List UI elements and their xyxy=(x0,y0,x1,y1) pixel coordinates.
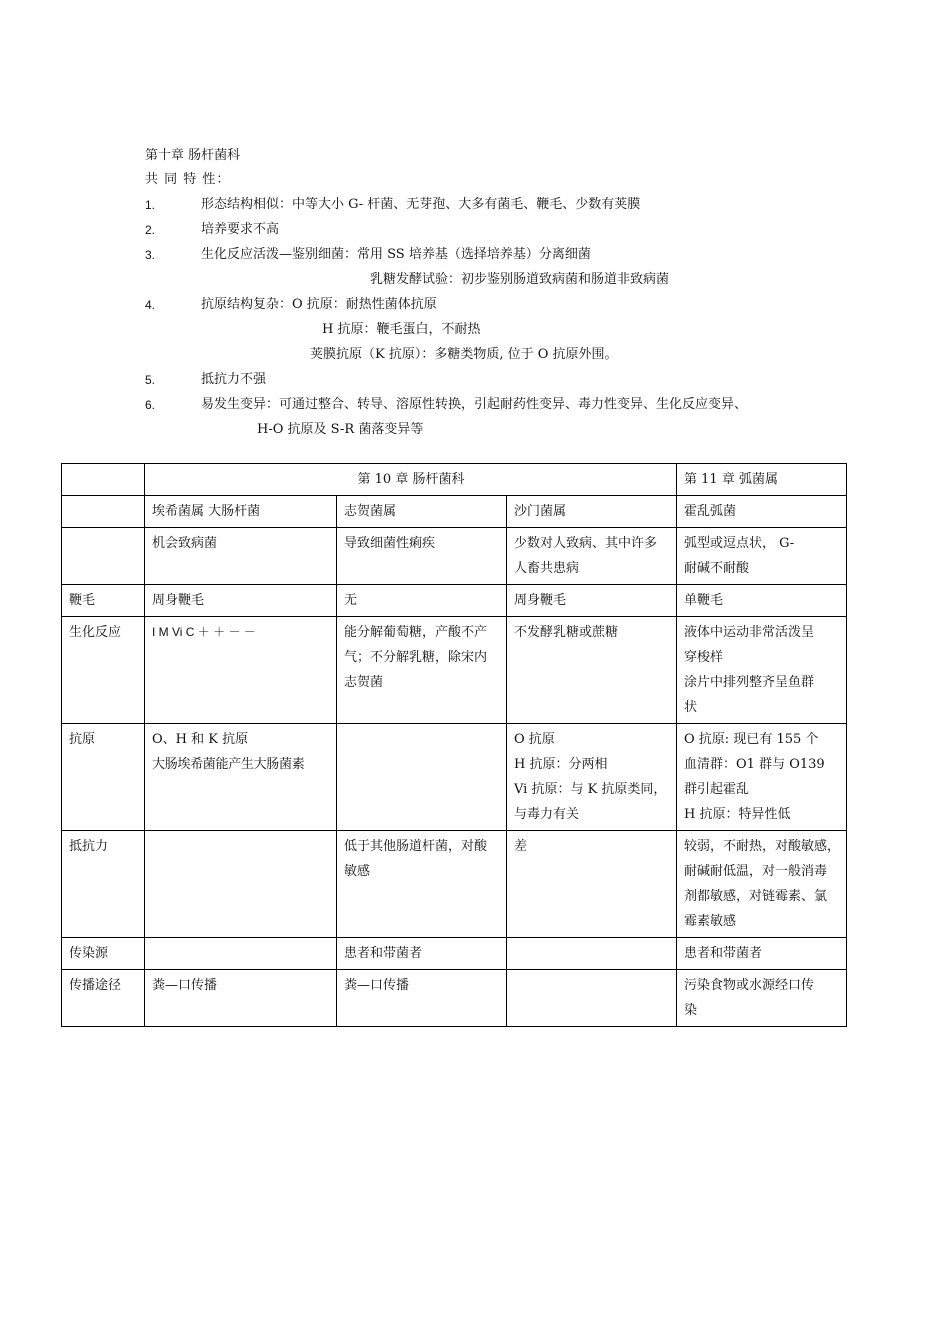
table-cell xyxy=(145,938,337,970)
table-cell: 机会致病菌 xyxy=(145,528,337,585)
list-item-text: 易发生变异：可通过整合、转导、溶原性转换，引起耐药性变异、毒力性变异、生化反应变异、 xyxy=(201,397,748,412)
table-cell: 周身鞭毛 xyxy=(145,585,337,617)
table-cell: 周身鞭毛 xyxy=(507,585,677,617)
list-number: 3. xyxy=(145,248,156,262)
table-cell: 能分解葡萄糖，产酸不产 气；不分解乳糖，除宋内 志贺菌 xyxy=(337,617,507,724)
genus-cell: 志贺菌属 xyxy=(337,496,507,528)
row-label xyxy=(62,528,145,585)
table-row xyxy=(62,617,847,724)
table-row xyxy=(62,831,847,938)
row-label: 抵抗力 xyxy=(62,831,145,938)
page-title: 第十章 肠杆菌科 xyxy=(145,148,241,163)
table-cell: 患者和带菌者 xyxy=(677,938,847,970)
table-cell: 较弱，不耐热，对酸敏感， 耐碱耐低温，对一般消毒 剂都敏感，对链霉素、氯 霉素敏感 xyxy=(677,831,847,938)
table-cell: I M Vi C ＋ ＋ － － xyxy=(145,617,337,724)
list-item-continuation: H 抗原：鞭毛蛋白，不耐热 xyxy=(322,322,481,337)
row-label: 鞭毛 xyxy=(62,585,145,617)
table-cell: 污染食物或水源经口传 染 xyxy=(677,970,847,1027)
table-cell: 单鞭毛 xyxy=(677,585,847,617)
genus-cell: 霍乱弧菌 xyxy=(677,496,847,528)
table-row xyxy=(62,528,847,585)
table-cell: 低于其他肠道杆菌，对酸 敏感 xyxy=(337,831,507,938)
table-cell: 液体中运动非常活泼呈 穿梭样 涂片中排列整齐呈鱼群 状 xyxy=(677,617,847,724)
table-corner-cell xyxy=(62,464,145,496)
table-cell: O 抗原: 现已有 155 个 血清群：O1 群与 O139 群引起霍乱 H 抗原：特异性低 xyxy=(677,724,847,831)
table-cell: 少数对人致病、其中许多 人畜共患病 xyxy=(507,528,677,585)
row-label xyxy=(62,496,145,528)
row-label: 生化反应 xyxy=(62,617,145,724)
table-cell: O、H 和 K 抗原 大肠埃希菌能产生大肠菌素 xyxy=(145,724,337,831)
table-row xyxy=(62,724,847,831)
row-label: 抗原 xyxy=(62,724,145,831)
table-cell: 无 xyxy=(337,585,507,617)
list-item-text: 抵抗力不强 xyxy=(201,372,267,387)
table-cell: 弧型或逗点状， G- 耐碱不耐酸 xyxy=(677,528,847,585)
list-item-text: 生化反应活泼—鉴别细菌：常用 SS 培养基（选择培养基）分离细菌 xyxy=(201,247,591,262)
genus-cell: 沙门菌属 xyxy=(507,496,677,528)
table-cell xyxy=(337,724,507,831)
chapter-11-header: 第 11 章 弧菌属 xyxy=(677,464,847,496)
genus-cell: 埃希菌属 大肠杆菌 xyxy=(145,496,337,528)
list-number: 5. xyxy=(145,373,156,387)
list-number: 4. xyxy=(145,298,156,312)
comparison-table xyxy=(61,463,847,1027)
list-item-text: 培养要求不高 xyxy=(201,222,280,237)
table-row xyxy=(62,970,847,1027)
table-cell: 不发酵乳糖或蔗糖 xyxy=(507,617,677,724)
table-cell xyxy=(507,938,677,970)
list-item-continuation: H-O 抗原及 S-R 菌落变异等 xyxy=(257,422,424,437)
chapter-10-header: 第 10 章 肠杆菌科 xyxy=(145,464,677,496)
table-cell: 粪—口传播 xyxy=(145,970,337,1027)
table-cell xyxy=(507,970,677,1027)
list-item-continuation: 乳糖发酵试验：初步鉴别肠道致病菌和肠道非致病菌 xyxy=(370,272,670,287)
table-cell: 粪—口传播 xyxy=(337,970,507,1027)
section-subtitle: 共 同 特 性： xyxy=(145,172,231,187)
list-number: 6. xyxy=(145,398,156,412)
table-genus-row xyxy=(62,496,847,528)
table-row xyxy=(62,585,847,617)
list-number: 1. xyxy=(145,198,156,212)
table-cell: 患者和带菌者 xyxy=(337,938,507,970)
list-item-text: 抗原结构复杂：O 抗原：耐热性菌体抗原 xyxy=(201,297,437,312)
table-cell: 差 xyxy=(507,831,677,938)
list-number: 2. xyxy=(145,223,156,237)
list-item-text: 形态结构相似：中等大小 G- 杆菌、无芽孢、大多有菌毛、鞭毛、少数有荚膜 xyxy=(201,197,641,212)
table-cell: 导致细菌性痢疾 xyxy=(337,528,507,585)
table-row xyxy=(62,938,847,970)
table-cell: O 抗原 H 抗原：分两相 Vi 抗原：与 K 抗原类同， 与毒力有关 xyxy=(507,724,677,831)
list-item-continuation: 荚膜抗原（K 抗原）：多糖类物质, 位于 O 抗原外围。 xyxy=(310,347,618,362)
table-cell xyxy=(145,831,337,938)
row-label: 传播途径 xyxy=(62,970,145,1027)
row-label: 传染源 xyxy=(62,938,145,970)
table-header-row xyxy=(62,464,847,496)
